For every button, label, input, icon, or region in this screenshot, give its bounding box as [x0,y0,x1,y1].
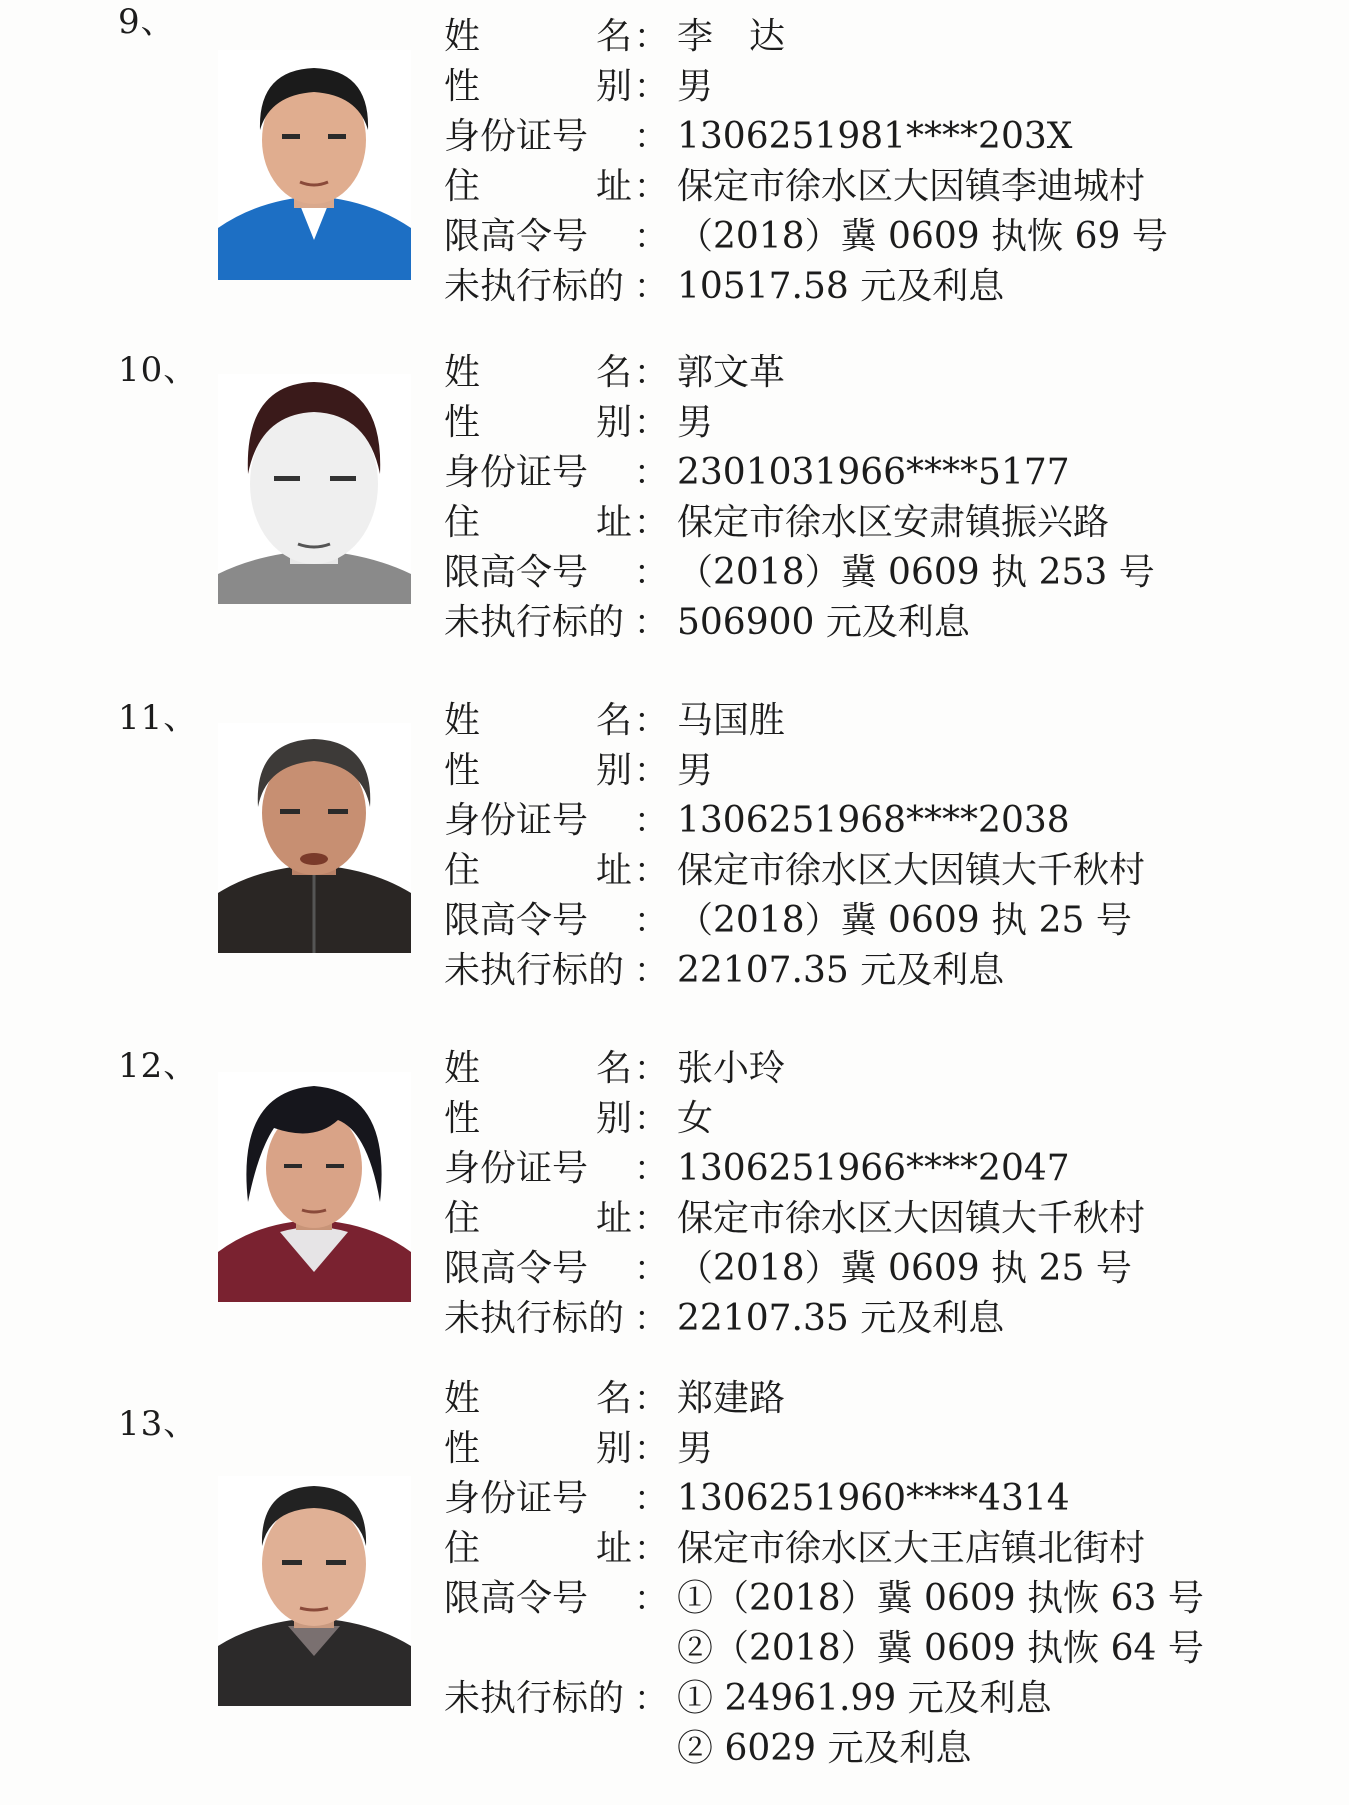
amount-value: 22107.35 元及利息 [677,950,1005,991]
entry-number: 11、 [118,698,199,738]
order-value: （2018）冀 0609 执 253 号 [677,552,1155,593]
order-value: ②（2018）冀 0609 执恢 64 号 [677,1628,1204,1669]
portrait-photo [218,1476,411,1706]
label: 住 [444,166,481,207]
label: 名 [595,1378,632,1419]
colon: ： [634,951,668,991]
portrait-photo [218,374,411,604]
amount-label: 未执行标的 [444,1678,625,1719]
label: 性 [444,750,481,791]
amount-value: 506900 元及利息 [677,602,970,643]
colon: ： [634,553,668,593]
colon: ： [634,603,668,643]
entry-number: 13、 [118,1404,199,1444]
colon: ： [634,117,668,157]
colon: ： [634,453,668,493]
address-value: 保定市徐水区大因镇大千秋村 [677,1198,1146,1239]
amount-label: 未执行标的 [444,1298,625,1339]
amount-value: 22107.35 元及利息 [677,1298,1005,1339]
gender-value: 男 [677,750,714,791]
amount-value: ② 6029 元及利息 [677,1728,972,1769]
order-value: （2018）冀 0609 执 25 号 [677,1248,1132,1289]
colon: ： [634,67,668,107]
label: 住 [444,1198,481,1239]
colon: ： [634,1049,668,1089]
address-value: 保定市徐水区大因镇李迪城村 [677,166,1146,207]
amount-label: 未执行标的 [444,950,625,991]
gender-value: 男 [677,66,714,107]
entry-number: 12、 [118,1046,199,1086]
colon: ： [634,1299,668,1339]
name-value: 郭文革 [677,352,786,393]
label: 址 [595,1528,632,1569]
id-label: 身份证号 [444,116,589,157]
colon: ： [634,1379,668,1419]
id-value: 1306251968****2038 [677,800,1070,841]
colon: ： [634,1249,668,1289]
id-value: 1306251981****203X [677,116,1073,157]
gender-value: 男 [677,1428,714,1469]
colon: ： [634,1149,668,1189]
colon: ： [634,851,668,891]
portrait-photo [218,723,411,953]
portrait-photo [218,1072,411,1302]
label: 名 [595,352,632,393]
amount-value: 10517.58 元及利息 [677,266,1005,307]
order-label: 限高令号 [444,900,589,941]
colon: ： [634,1529,668,1569]
label: 住 [444,502,481,543]
order-value: （2018）冀 0609 执 25 号 [677,900,1132,941]
colon: ： [634,403,668,443]
label: 别 [595,750,632,791]
label: 性 [444,1098,481,1139]
label: 姓 [444,16,481,57]
gender-value: 男 [677,402,714,443]
label: 址 [595,1198,632,1239]
id-label: 身份证号 [444,1478,589,1519]
amount-label: 未执行标的 [444,266,625,307]
label: 住 [444,1528,481,1569]
name-value: 张小玲 [677,1048,786,1089]
label: 址 [595,850,632,891]
entry-number: 9、 [118,2,176,42]
entry-number: 10、 [118,350,199,390]
colon: ： [634,1429,668,1469]
id-value: 1306251960****4314 [677,1478,1070,1519]
colon: ： [634,217,668,257]
label: 名 [595,700,632,741]
id-value: 1306251966****2047 [677,1148,1070,1189]
order-label: 限高令号 [444,552,589,593]
id-value: 2301031966****5177 [677,452,1070,493]
colon: ： [634,167,668,207]
name-value: 李 达 [677,16,786,57]
label: 别 [595,66,632,107]
label: 性 [444,402,481,443]
name-value: 郑建路 [677,1378,786,1419]
portrait-photo [218,50,411,280]
gender-value: 女 [677,1098,714,1139]
name-value: 马国胜 [677,700,786,741]
colon: ： [634,801,668,841]
label: 别 [595,1098,632,1139]
label: 别 [595,402,632,443]
colon: ： [634,353,668,393]
order-value: ①（2018）冀 0609 执恢 63 号 [677,1578,1204,1619]
label: 址 [595,502,632,543]
label: 姓 [444,1048,481,1089]
order-label: 限高令号 [444,1248,589,1289]
colon: ： [634,1199,668,1239]
label: 名 [595,16,632,57]
colon: ： [634,17,668,57]
address-value: 保定市徐水区大王店镇北街村 [677,1528,1146,1569]
order-label: 限高令号 [444,1578,589,1619]
amount-label: 未执行标的 [444,602,625,643]
colon: ： [634,901,668,941]
id-label: 身份证号 [444,452,589,493]
label: 性 [444,1428,481,1469]
id-label: 身份证号 [444,1148,589,1189]
address-value: 保定市徐水区大因镇大千秋村 [677,850,1146,891]
id-label: 身份证号 [444,800,589,841]
colon: ： [634,503,668,543]
colon: ： [634,1099,668,1139]
amount-value: ① 24961.99 元及利息 [677,1678,1052,1719]
label: 名 [595,1048,632,1089]
colon: ： [634,1679,668,1719]
label: 性 [444,66,481,107]
label: 住 [444,850,481,891]
colon: ： [634,1479,668,1519]
colon: ： [634,701,668,741]
order-value: （2018）冀 0609 执恢 69 号 [677,216,1168,257]
label: 姓 [444,700,481,741]
address-value: 保定市徐水区安肃镇振兴路 [677,502,1110,543]
label: 别 [595,1428,632,1469]
label: 姓 [444,1378,481,1419]
order-label: 限高令号 [444,216,589,257]
colon: ： [634,267,668,307]
label: 址 [595,166,632,207]
colon: ： [634,751,668,791]
label: 姓 [444,352,481,393]
colon: ： [634,1579,668,1619]
